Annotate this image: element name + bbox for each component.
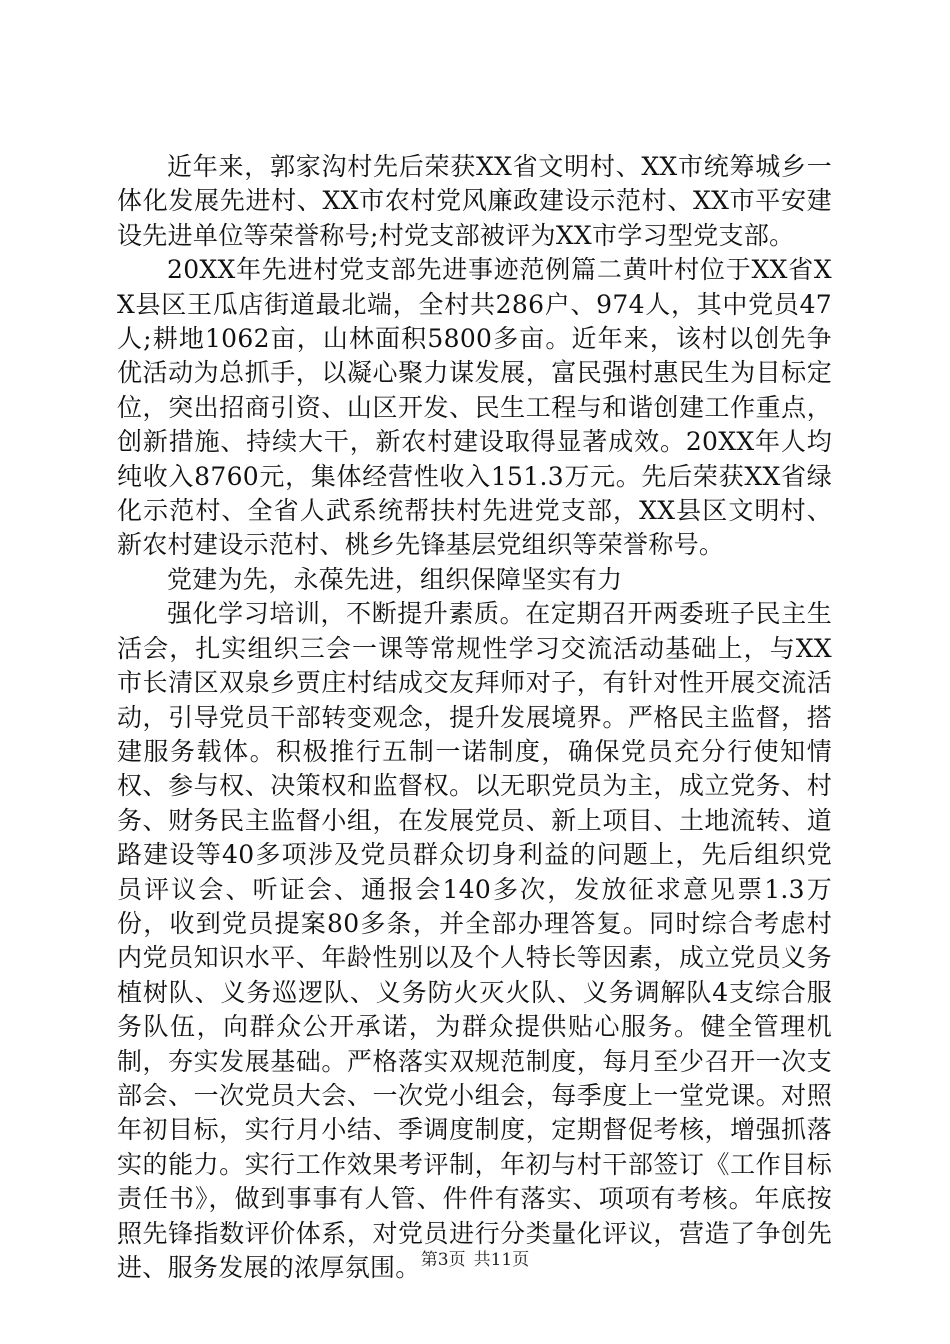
paragraph-study-training: 强化学习培训，不断提升素质。在定期召开两委班子民主生活会，扎实组织三会一课等常规性学习交流活动基础上，与XX市长清区双泉乡贾庄村结成交友拜师对子，有针对性开展交流活动，引导党员干部转变观念，提升发展境界。严格民主监督，搭建服务载体。积极推行五制一诺制度，确保党员充分行使知情权、参与权、决策权和监督权。以无职党员为主，成立党务、村务、财务民主监督小组，在发展党员、新上项目、土地流转、道路建设等40多项涉及党员群众切身利益的问题上，先后组织党员评议会、听证会、通报会140多次，发放征求意见票1.3万份，收到党员提案80多条，并全部办理答复。同时综合考虑村内党员知识水平、年龄性别以及个人特长等因素，成立党员义务植树队、义务巡逻队、义务防火灭火队、义务调解队4支综合服务队伍，向群众公开承诺，为群众提供贴心服务。健全管理机制，夯实发展基础。严格落实双规范制度，每月至少召开一次支部会、一次党员大会、一次党小组会，每季度上一堂党课。对照年初目标，实行月小结、季调度制度，定期督促考核，增强抓落实的能力。实行工作效果考评制，年初与村干部签订《工作目标责任书》，做到事事有人管、件件有落实、项项有考核。年底按照先锋指数评价体系，对党员进行分类量化评议，营造了争创先进、服务发展的浓厚氛围。 [117,599,832,1282]
current-page-label: 第3页 [420,1250,466,1270]
section-heading: 党建为先，永葆先进，组织保障坚实有力 [167,564,623,594]
paragraph-honors: 近年来，郭家沟村先后荣获XX省文明村、XX市统筹城乡一体化发展先进村、XX市农村党风廉政建设示范村、XX市平安建设先进单位等荣誉称号;村党支部被评为XX市学习型党支部。 [117,152,832,250]
page-footer [0,1245,950,1270]
total-pages-label: 共11页 [473,1250,530,1270]
document-body [117,150,832,1285]
paragraph-huangye-village: 20XX年先进村党支部先进事迹范例篇二黄叶村位于XX省XX县区王瓜店街道最北端，全村共286户、974人，其中党员47人;耕地1062亩，山林面积5800多亩。近年来，该村以创先争优活动为总抓手，以凝心聚力谋发展，富民强村惠民生为目标定位，突出招商引资、山区开发、民生工程与和谐创建工作重点，创新措施、持续大干，新农村建设取得显著成效。20XX年人均纯收入8760元，集体经营性收入151.3万元。先后荣获XX省绿化示范村、全省人武系统帮扶村先进党支部，XX县区文明村、新农村建设示范村、桃乡先锋基层党组织等荣誉称号。 [117,255,832,560]
